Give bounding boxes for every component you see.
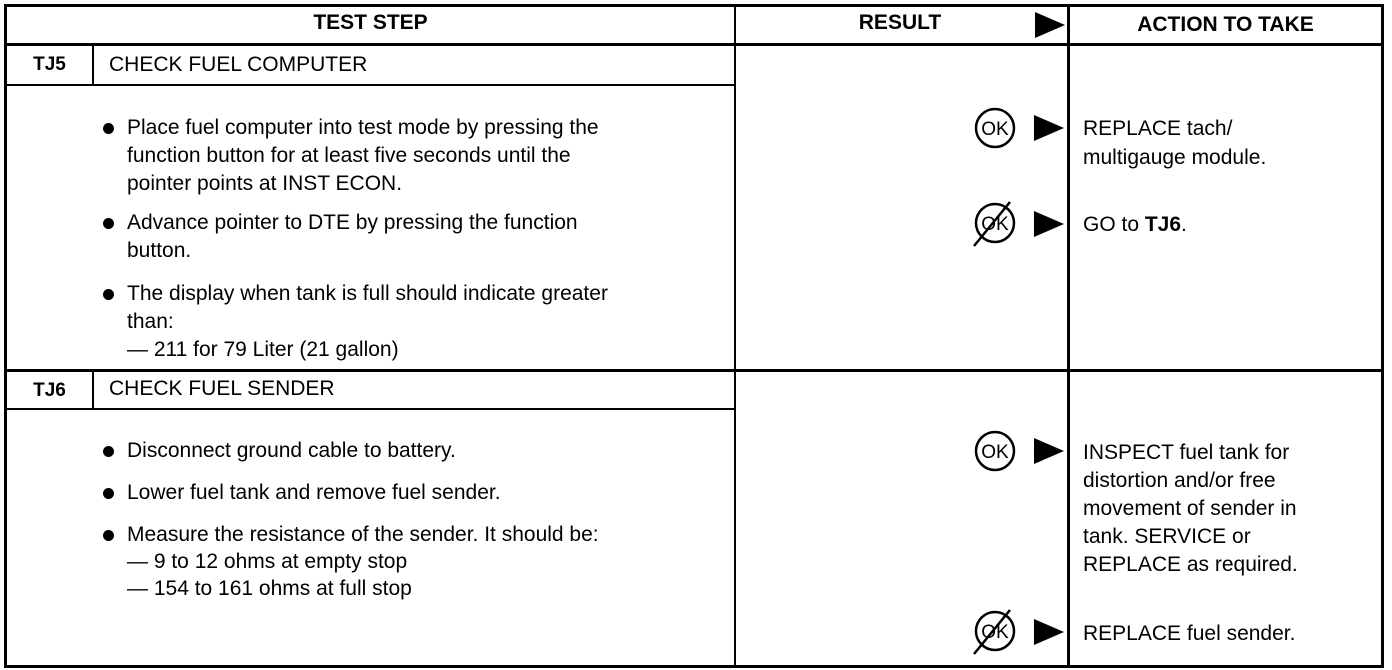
ok-label: OK bbox=[981, 214, 1009, 235]
header-divider bbox=[4, 43, 1384, 46]
frame-top bbox=[4, 4, 1384, 7]
step-instruction: The display when tank is full should indicate greater bbox=[127, 282, 608, 305]
step-instruction: Lower fuel tank and remove fuel sender. bbox=[127, 481, 501, 504]
result-arrow-icon bbox=[1034, 115, 1064, 141]
step-instruction: — 154 to 161 ohms at full stop bbox=[127, 577, 412, 600]
action-text: multigauge module. bbox=[1083, 146, 1267, 169]
result-arrow-icon bbox=[1034, 211, 1064, 237]
ok-label: OK bbox=[981, 119, 1009, 140]
step-instruction: than: bbox=[127, 310, 174, 333]
step-instruction: pointer points at INST ECON. bbox=[127, 172, 403, 195]
header-result: RESULT bbox=[858, 11, 942, 34]
ok-icon bbox=[973, 429, 1017, 473]
step-instruction: — 211 for 79 Liter (21 gallon) bbox=[127, 338, 399, 361]
row-divider bbox=[4, 369, 1384, 372]
col-divider-1 bbox=[734, 4, 736, 668]
header-action: ACTION TO TAKE bbox=[1137, 13, 1314, 36]
action-text: INSPECT fuel tank for bbox=[1083, 441, 1290, 464]
step-id: TJ5 bbox=[33, 54, 66, 75]
result-arrow-icon bbox=[1034, 438, 1064, 464]
bullet-dot bbox=[103, 488, 114, 499]
bullet-dot bbox=[103, 218, 114, 229]
ok-label: OK bbox=[981, 442, 1009, 463]
step-instruction: Disconnect ground cable to battery. bbox=[127, 439, 456, 462]
step-id: TJ6 bbox=[33, 380, 66, 401]
action-text: GO to TJ6. bbox=[1083, 213, 1187, 236]
tj5-title-underline bbox=[4, 84, 735, 86]
frame-bottom bbox=[4, 665, 1384, 668]
step-title: CHECK FUEL SENDER bbox=[109, 377, 335, 400]
action-text: movement of sender in bbox=[1083, 497, 1297, 520]
header-arrow-icon bbox=[1035, 12, 1065, 38]
tj6-title-underline bbox=[4, 408, 735, 410]
action-text: REPLACE fuel sender. bbox=[1083, 622, 1296, 645]
bullet-dot bbox=[103, 123, 114, 134]
step-title: CHECK FUEL COMPUTER bbox=[109, 53, 368, 76]
header-test-step: TEST STEP bbox=[313, 11, 428, 34]
step-instruction: function button for at least five seconds until the bbox=[127, 144, 571, 167]
tj6-id-divider bbox=[92, 370, 94, 410]
step-instruction: — 9 to 12 ohms at empty stop bbox=[127, 550, 408, 573]
action-text: tank. SERVICE or bbox=[1083, 525, 1251, 548]
not-ok-icon bbox=[970, 198, 1020, 248]
col-divider-2 bbox=[1067, 4, 1070, 668]
bullet-dot bbox=[103, 446, 114, 457]
bullet-dot bbox=[103, 530, 114, 541]
frame-right bbox=[1381, 4, 1384, 668]
step-instruction: button. bbox=[127, 239, 192, 262]
action-text: REPLACE as required. bbox=[1083, 553, 1298, 576]
action-text: REPLACE tach/ bbox=[1083, 117, 1233, 140]
step-instruction: Place fuel computer into test mode by pressing the bbox=[127, 116, 599, 139]
step-instruction: Measure the resistance of the sender. It should be: bbox=[127, 523, 599, 546]
ok-label: OK bbox=[981, 622, 1009, 643]
tj5-id-divider bbox=[92, 44, 94, 86]
action-text: distortion and/or free bbox=[1083, 469, 1276, 492]
frame-left bbox=[4, 4, 7, 668]
not-ok-icon bbox=[970, 606, 1020, 656]
ok-icon bbox=[973, 106, 1017, 150]
result-arrow-icon bbox=[1034, 619, 1064, 645]
bullet-dot bbox=[103, 289, 114, 300]
step-instruction: Advance pointer to DTE by pressing the function bbox=[127, 211, 578, 234]
